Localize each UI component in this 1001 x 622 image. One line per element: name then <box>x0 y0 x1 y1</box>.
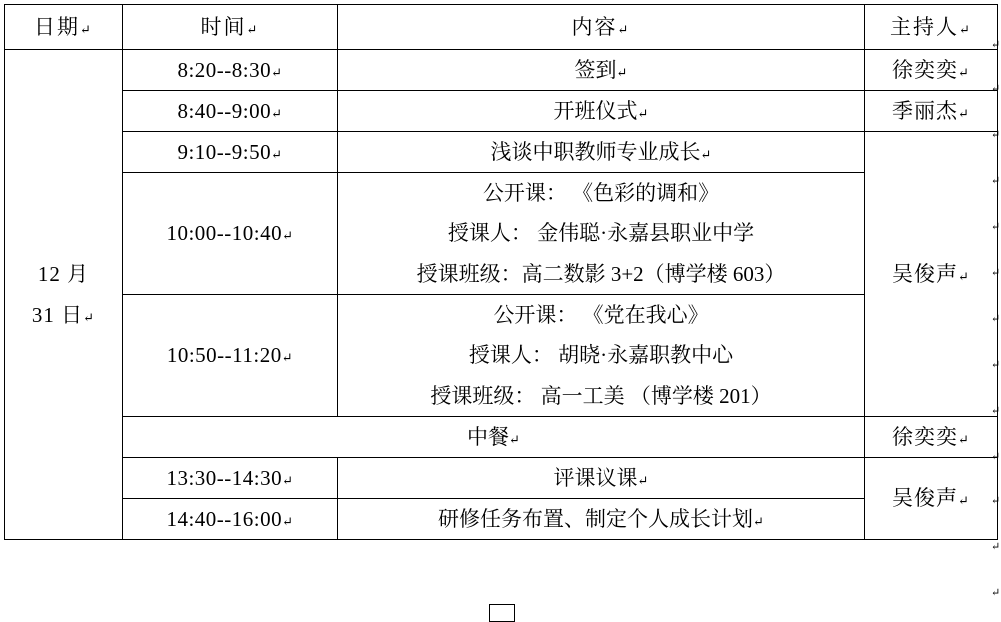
content-cell <box>338 132 865 173</box>
host-cell <box>865 50 998 91</box>
edge-paragraph-mark: ↵ <box>991 541 1001 553</box>
content-line: 中餐 <box>467 424 510 449</box>
time-label: 14:40--16:00 <box>166 506 283 531</box>
host-cell <box>865 91 998 132</box>
paragraph-mark: ↵ <box>271 105 283 121</box>
paragraph-mark: ↵ <box>700 146 712 162</box>
content-line: 授课人： 金伟聪·永嘉县职业中学 <box>447 221 755 246</box>
content-cell <box>338 295 865 417</box>
header-host <box>865 5 1001 51</box>
content-cell <box>338 50 865 91</box>
time-cell <box>123 295 338 417</box>
time-cell <box>123 91 338 132</box>
time-label: 9:10--9:50 <box>177 139 272 164</box>
content-line: 公开课： 《党在我心》 <box>493 303 709 328</box>
header-host-label: 主持人 <box>890 14 960 39</box>
paragraph-mark: ↵ <box>282 228 294 244</box>
content-cell <box>338 458 865 499</box>
paragraph-mark: ↵ <box>80 21 93 37</box>
edge-paragraph-mark: ↵ <box>991 129 1001 141</box>
content-cell <box>338 173 865 295</box>
content-cell-lunch <box>123 417 865 458</box>
host-cell <box>865 458 1001 540</box>
paragraph-mark: ↵ <box>753 513 764 529</box>
edge-paragraph-mark: ↵ <box>991 495 1001 507</box>
header-date <box>5 5 123 50</box>
paragraph-mark: ↵ <box>271 146 283 162</box>
edge-paragraph-mark: ↵ <box>991 221 1001 233</box>
host-cell <box>865 129 1001 417</box>
table-row <box>5 417 998 458</box>
content-line: 开班仪式 <box>553 98 638 123</box>
paragraph-mark: ↵ <box>958 431 970 447</box>
host-label: 吴俊声 <box>892 486 959 511</box>
paragraph-mark: ↵ <box>958 268 970 284</box>
edge-paragraph-mark: ↵ <box>991 359 1001 371</box>
edge-paragraph-mark: ↵ <box>991 451 1001 463</box>
content-line: 授课班级：高二数影 3+2（博学楼 603） <box>416 261 786 286</box>
content-line: 签到 <box>574 57 617 82</box>
paragraph-mark: ↵ <box>281 350 294 366</box>
header-content-label: 内容 <box>571 14 618 39</box>
paragraph-mark: ↵ <box>83 309 96 325</box>
edge-paragraph-mark: ↵ <box>991 83 1001 95</box>
host-label: 季丽杰 <box>892 98 959 123</box>
edge-paragraph-mark: ↵ <box>991 313 1001 325</box>
content-line: 授课班级： 高一工美 （博学楼 201） <box>430 383 772 408</box>
content-line: 评课议课 <box>553 465 638 490</box>
paragraph-mark: ↵ <box>509 431 520 447</box>
time-label: 13:30--14:30 <box>166 465 283 490</box>
content-lines <box>338 173 864 294</box>
edge-paragraph-mark: ↵ <box>991 405 1001 417</box>
content-cell <box>338 499 865 540</box>
content-line: 公开课： 《色彩的调和》 <box>482 181 720 205</box>
content-lines <box>338 295 864 416</box>
edge-paragraph-mark: ↵ <box>991 175 1001 187</box>
edge-paragraph-mark: ↵ <box>991 267 1001 279</box>
paragraph-mark: ↵ <box>637 472 649 488</box>
table-row <box>5 458 998 499</box>
date-cell <box>5 50 123 540</box>
page-number-box <box>489 604 515 622</box>
time-cell <box>123 458 338 499</box>
date-line-day: 31 日↵ <box>31 302 96 327</box>
header-date-label: 日期 <box>34 14 81 39</box>
host-cell <box>865 417 998 458</box>
table-row <box>5 499 998 540</box>
host-label: 徐奕奕 <box>892 57 959 82</box>
paragraph-mark: ↵ <box>959 21 972 37</box>
edge-paragraph-mark: ↵ <box>991 587 1001 599</box>
paragraph-mark: ↵ <box>637 105 649 121</box>
paragraph-mark: ↵ <box>958 105 970 121</box>
content-line: 浅谈中职教师专业成长 <box>490 139 701 164</box>
time-label: 8:40--9:00 <box>177 98 272 123</box>
time-label: 8:20--8:30 <box>177 57 272 82</box>
paragraph-mark: ↵ <box>282 513 294 529</box>
time-cell <box>123 132 338 173</box>
date-line-month: 12 月 <box>37 262 90 287</box>
content-cell <box>338 91 865 132</box>
time-cell <box>123 50 338 91</box>
time-label: 10:00--10:40 <box>166 221 283 246</box>
content-line: 研修任务布置、制定个人成长计划 <box>438 506 754 531</box>
edge-paragraph-mark: ↵ <box>991 39 1001 51</box>
paragraph-mark: ↵ <box>246 21 260 37</box>
content-line: 授课人： 胡晓·永嘉职教中心 <box>468 343 734 368</box>
table-header-row <box>5 5 998 50</box>
paragraph-mark: ↵ <box>271 64 283 80</box>
host-label: 吴俊声 <box>892 261 959 286</box>
time-label: 10:50--11:20 <box>166 343 282 368</box>
paragraph-mark: ↵ <box>617 21 631 37</box>
time-cell <box>123 173 338 295</box>
table-row <box>5 91 998 132</box>
table-row <box>5 132 998 173</box>
table-row <box>5 173 998 295</box>
host-label: 徐奕奕 <box>892 424 959 449</box>
schedule-table <box>4 4 1001 540</box>
paragraph-mark: ↵ <box>958 493 970 509</box>
header-time <box>123 5 338 50</box>
time-cell <box>123 499 338 540</box>
paragraph-mark: ↵ <box>282 472 294 488</box>
date-lines <box>5 254 122 335</box>
document-page <box>0 4 1001 620</box>
table-row <box>5 295 998 417</box>
header-time-label: 时间 <box>200 14 247 39</box>
paragraph-mark: ↵ <box>958 64 970 80</box>
paragraph-mark: ↵ <box>616 64 628 80</box>
table-row <box>5 50 998 91</box>
header-content <box>338 5 865 50</box>
